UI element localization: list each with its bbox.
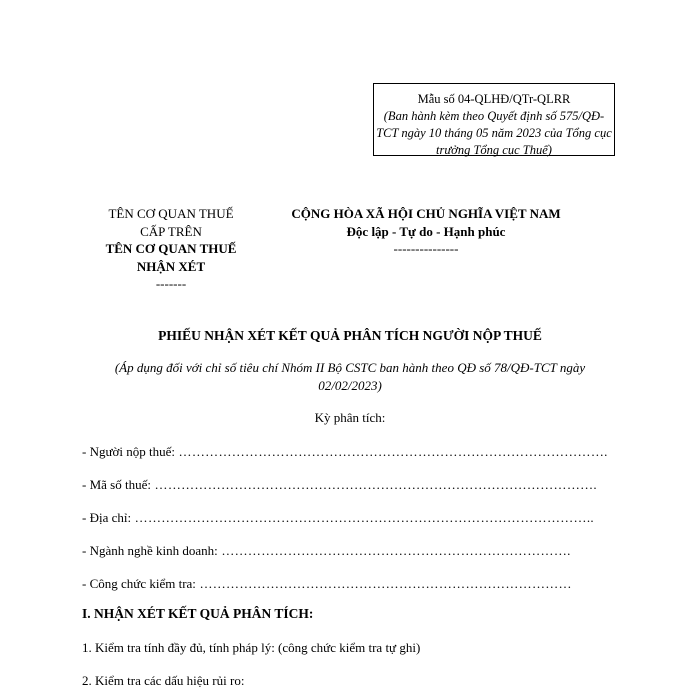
form-code: Mẫu số 04-QLHĐ/QTr-QLRR	[417, 92, 571, 106]
business-line-fill-line: …………………………………………………………………….	[217, 543, 571, 558]
national-motto: Độc lập - Tự do - Hạnh phúc	[346, 223, 506, 239]
review-item-completeness: 1. Kiểm tra tính đầy đủ, tính pháp lý: (công chức kiểm tra tự ghi)	[82, 640, 421, 655]
review-item-risk-signs: 2. Kiểm tra các dấu hiệu rủi ro:	[82, 673, 245, 688]
form-code-box	[373, 83, 615, 156]
tax-id-field[interactable]	[82, 477, 622, 493]
address-label: - Địa chỉ:	[82, 510, 132, 525]
analysis-period-label: Kỳ phân tích:	[314, 410, 386, 425]
tax-id-label: - Mã số thuế:	[82, 477, 151, 492]
section-heading-analysis-review: I. NHẬN XÉT KẾT QUẢ PHÂN TÍCH:	[82, 606, 314, 621]
taxpayer-label: - Người nộp thuế:	[82, 444, 175, 459]
national-separator: ---------------	[393, 241, 459, 256]
inspector-field[interactable]	[82, 576, 622, 592]
country-name: CỘNG HÒA XÃ HỘI CHỦ NGHĨA VIỆT NAM	[291, 206, 561, 221]
document-title: PHIẾU NHẬN XÉT KẾT QUẢ PHÂN TÍCH NGƯỜI NỘP THUẾ	[158, 328, 542, 343]
superior-agency-line1: TÊN CƠ QUAN THUẾ	[108, 206, 234, 221]
national-header	[262, 205, 590, 258]
agency-separator: -------	[155, 276, 187, 291]
superior-agency-line2: CẤP TRÊN	[140, 223, 202, 239]
taxpayer-field[interactable]	[82, 444, 622, 460]
business-line-label: - Ngành nghề kinh doanh:	[82, 543, 218, 558]
inspector-label: - Công chức kiểm tra:	[82, 576, 196, 591]
business-line-field[interactable]	[82, 543, 622, 559]
taxpayer-fill-line: …………………………………………………………………………………….	[175, 444, 608, 459]
address-field[interactable]	[82, 510, 622, 526]
tax-id-fill-line: ……………………………………………………………………………………….	[150, 477, 597, 492]
reviewing-agency-line1: TÊN CƠ QUAN THUẾ	[105, 241, 237, 256]
agency-block	[86, 205, 256, 293]
inspector-fill-line: …………………………………………………………………………	[195, 576, 572, 591]
reviewing-agency-line2: NHẬN XÉT	[136, 258, 206, 274]
address-fill-line: …………………………………………………………………………………………..	[131, 510, 594, 525]
document-subtitle: (Áp dụng đối với chỉ số tiêu chí Nhóm II Bộ CSTC ban hành theo QĐ số 78/QĐ-TCT ngày 02/02/2023)	[114, 360, 586, 393]
form-issuance-note: (Ban hành kèm theo Quyết định số 575/QĐ-TCT ngày 10 tháng 05 năm 2023 của Tổng cục trưởng Tổng cục Thuế)	[376, 109, 612, 157]
